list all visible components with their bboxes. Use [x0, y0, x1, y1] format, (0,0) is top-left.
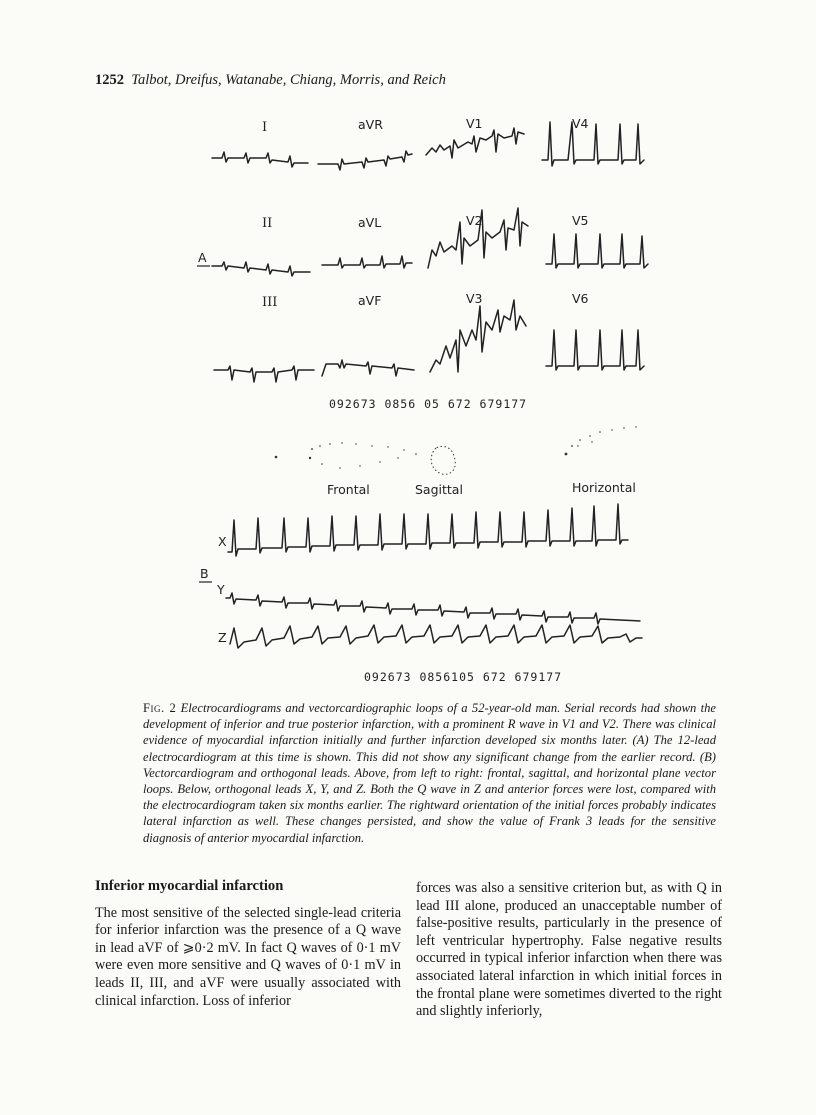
ecg-trace-III	[214, 366, 314, 382]
ecg-trace-Z	[230, 625, 642, 648]
vector-loop-sagittal	[431, 446, 455, 474]
ecg-trace-aVR	[318, 151, 412, 170]
running-authors: Talbot, Dreifus, Watanabe, Chiang, Morris, and Reich	[131, 72, 446, 88]
ecg-trace-V4	[542, 122, 644, 166]
recording-code-a: 092673 0856 05 672 679177	[329, 397, 528, 411]
vector-loop-frontal	[275, 442, 417, 468]
lead-label-III: III	[262, 295, 278, 310]
panel-label-a: A	[198, 250, 207, 265]
vector-loop-horizontal	[565, 426, 637, 455]
figure-caption-label: Fig. 2	[143, 701, 177, 715]
body-column-right	[416, 880, 722, 1021]
lead-label-aVR: aVR	[358, 117, 383, 132]
figure-caption-text: Electrocardiograms and vectorcardiographic loops of a 52-year-old man. Serial records had shown the development of inferior and true posterior infarction, with a prominent R wave in V1 and V2. There was clinical evidence of myocardial infarction initially and further infarction developed six months later. (A) The 12-lead electrocardiogram at this time is shown. This did not show any significant change from the earlier record. (B) Vectorcardiogram and orthogonal leads. Above, from left to right: frontal, sagittal, and horizontal plane vector loops. Below, orthogonal leads X, Y, and Z. Both the Q wave in Z and anterior forces were lost, compared with the electrocardiogram taken six months earlier. The rightward orientation of the initial forces probably indicates lateral infarction as well. These changes persisted, and show the value of Frank 3 leads for the sensitive diagnosis of anterior myocardial infarction.	[143, 701, 716, 845]
lead-label-V6: V6	[572, 291, 589, 306]
panel-label-b: B	[200, 566, 209, 581]
body-column-left	[95, 878, 401, 1010]
lead-label-V5: V5	[572, 213, 589, 228]
ecg-trace-V3	[430, 300, 526, 372]
lead-label-I: I	[262, 120, 268, 135]
lead-label-X: X	[218, 534, 227, 549]
ecg-trace-aVL	[322, 256, 412, 268]
ecg-trace-I	[212, 152, 308, 167]
lead-label-V3: V3	[466, 291, 483, 306]
lead-label-Z: Z	[218, 630, 227, 645]
section-heading: Inferior myocardial infarction	[95, 878, 284, 894]
lead-label-II: II	[262, 216, 273, 231]
lead-label-V1: V1	[466, 116, 483, 131]
loop-label-sagittal: Sagittal	[415, 482, 463, 497]
lead-label-V4: V4	[572, 116, 589, 131]
lead-label-aVL: aVL	[358, 215, 382, 230]
ecg-trace-V1	[426, 128, 524, 158]
loop-label-frontal: Frontal	[327, 482, 370, 497]
ecg-trace-V6	[546, 330, 644, 370]
lead-label-aVF: aVF	[358, 293, 382, 308]
page-number: 1252	[95, 72, 124, 88]
ecg-trace-aVF	[322, 360, 414, 376]
lead-label-V2: V2	[466, 213, 483, 228]
lead-label-Y: Y	[217, 582, 225, 597]
paragraph-right: forces was also a sensitive criterion but, as with Q in lead III alone, produced an unacceptable number of false-positive results, particularly in the presence of left ventricular hypertrophy. False negative results occurred in typical inferior infarction when there was associated lateral infarction in which initial forces in the frontal plane were sometimes diverted to the right and slightly inferiorly,	[416, 880, 722, 1020]
figure-caption	[143, 700, 716, 846]
ecg-trace-II	[212, 262, 310, 276]
ecg-trace-X	[228, 504, 628, 556]
ecg-trace-Y	[226, 593, 640, 624]
ecg-trace-V5	[546, 234, 648, 268]
recording-code-b: 092673 0856105 672 679177	[364, 670, 563, 684]
paragraph-left: The most sensitive of the selected single-lead criteria for inferior infarction was the presence of a Q wave in lead aVF of ⩾0·2 mV. In fact Q waves of 0·1 mV were even more sensitive and Q waves of 0·1 mV in leads II, III, and aVF were usually associated with clinical infarction. Loss of inferior	[95, 904, 401, 1009]
loop-label-horizontal: Horizontal	[572, 480, 636, 495]
